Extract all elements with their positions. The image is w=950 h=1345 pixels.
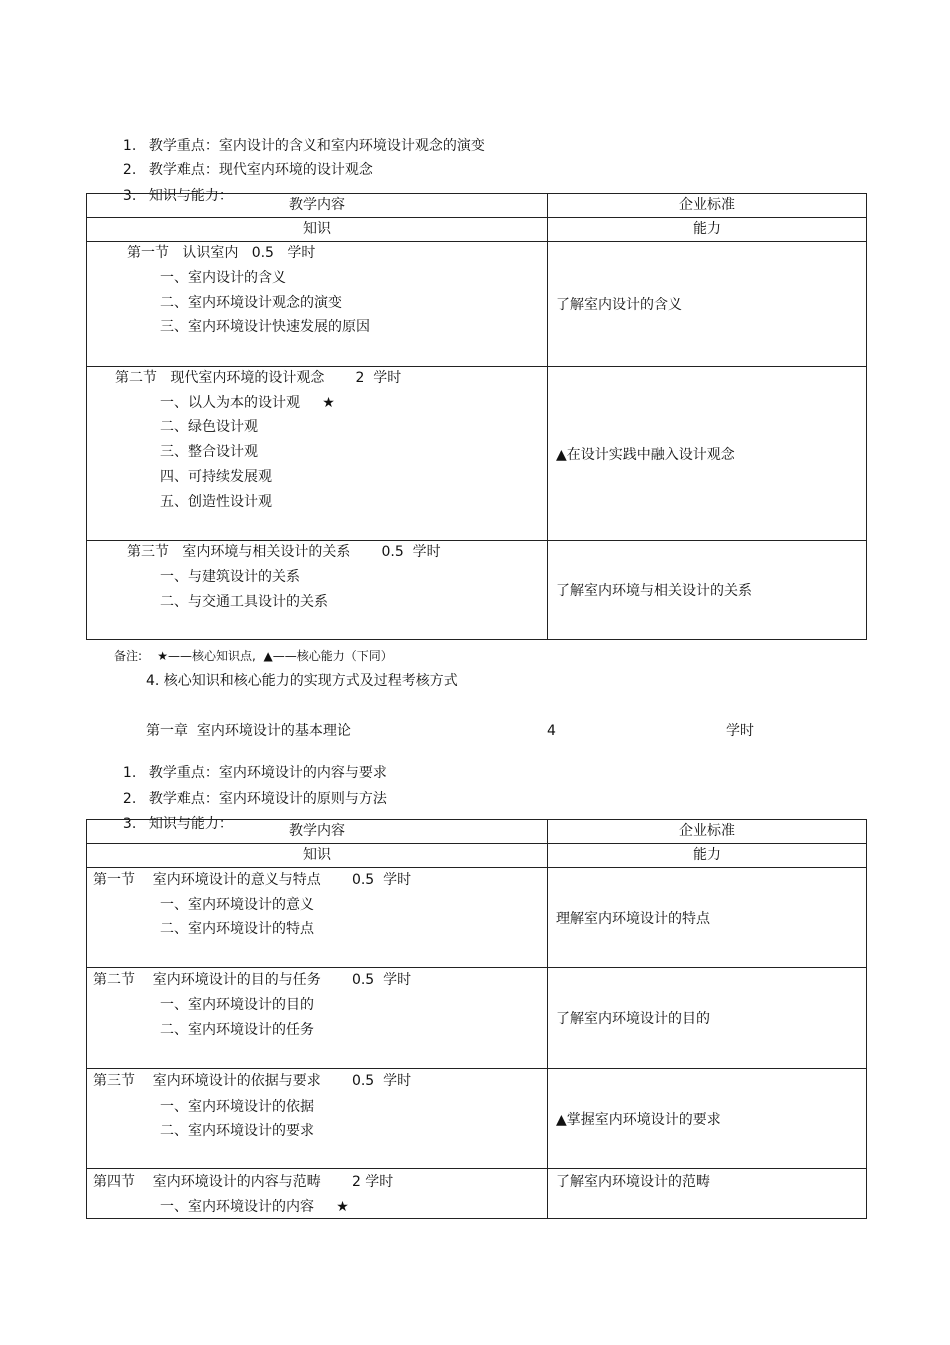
ability-cell bbox=[548, 1169, 867, 1219]
section-title: 第一节 室内环境设计的意义与特点 0.5 学时 bbox=[93, 872, 412, 888]
table-row bbox=[87, 868, 867, 968]
subheader-ability: 能力 bbox=[548, 218, 867, 242]
knowledge-cell bbox=[87, 868, 548, 968]
ability-cell: 了解室内环境设计的目的 bbox=[548, 968, 867, 1069]
list-item: 二、室内环境设计的特点 bbox=[160, 921, 314, 937]
section-title: 第四节 室内环境设计的内容与范畴 2 学时 bbox=[93, 1174, 394, 1190]
table-row bbox=[87, 968, 867, 1069]
knowledge-cell bbox=[87, 1169, 548, 1219]
point-text: 知识与能力： bbox=[148, 188, 233, 204]
ability-cell: 了解室内环境与相关设计的关系 bbox=[548, 541, 867, 640]
list-item: 五、创造性设计观 bbox=[160, 494, 272, 510]
knowledge-ability-table-2 bbox=[86, 819, 867, 1219]
table-header-row bbox=[87, 820, 867, 844]
knowledge-ability-table-1 bbox=[86, 193, 867, 640]
table-header-row bbox=[87, 194, 867, 218]
list-item: 二、与交通工具设计的关系 bbox=[160, 594, 328, 610]
item-4-heading: 4. 核心知识和核心能力的实现方式及过程考核方式 bbox=[146, 673, 458, 689]
point-number: 3. bbox=[122, 816, 137, 832]
table-row bbox=[87, 367, 867, 541]
table-row bbox=[87, 541, 867, 640]
knowledge-cell bbox=[87, 968, 548, 1069]
list-item: 二、室内环境设计的要求 bbox=[160, 1123, 314, 1139]
knowledge-cell bbox=[87, 242, 548, 367]
list-item: 一、与建筑设计的关系 bbox=[160, 569, 300, 585]
point-text: 教学重点：室内设计的含义和室内环境设计观念的演变 bbox=[148, 138, 485, 154]
point-number: 1. bbox=[122, 138, 137, 154]
chapter-title: 第一章 室内环境设计的基本理论 bbox=[146, 723, 351, 739]
list-item: 二、室内环境设计的任务 bbox=[160, 1022, 314, 1038]
knowledge-cell bbox=[87, 541, 548, 640]
point-number: 1. bbox=[122, 765, 137, 781]
list-item: 一、室内环境设计的内容 ★ bbox=[160, 1199, 349, 1215]
header-enterprise-standard: 企业标准 bbox=[548, 194, 867, 218]
header-enterprise-standard: 企业标准 bbox=[548, 820, 867, 844]
list-item: 一、以人为本的设计观 ★ bbox=[160, 395, 335, 411]
table-row bbox=[87, 242, 867, 367]
ability-cell: ▲掌握室内环境设计的要求 bbox=[548, 1069, 867, 1169]
table-row bbox=[87, 1169, 867, 1219]
list-item: 一、室内环境设计的目的 bbox=[160, 997, 314, 1013]
list-item: 二、绿色设计观 bbox=[160, 419, 258, 435]
knowledge-cell bbox=[87, 1069, 548, 1169]
section-title: 第二节 现代室内环境的设计观念 2 学时 bbox=[115, 370, 402, 386]
subheader-knowledge: 知识 bbox=[87, 218, 548, 242]
list-item: 一、室内环境设计的依据 bbox=[160, 1099, 314, 1115]
list-item: 一、室内设计的含义 bbox=[160, 270, 286, 286]
section-title: 第一节 认识室内 0.5 学时 bbox=[127, 245, 316, 261]
chapter-hours-unit: 学时 bbox=[726, 723, 754, 739]
point-number: 2. bbox=[122, 162, 137, 178]
header-teaching-content: 教学内容 bbox=[87, 820, 548, 844]
ability-cell: ▲在设计实践中融入设计观念 bbox=[548, 367, 867, 541]
point-text: 教学难点：现代室内环境的设计观念 bbox=[148, 162, 373, 178]
table-row bbox=[87, 1069, 867, 1169]
list-item: 三、室内环境设计快速发展的原因 bbox=[160, 319, 370, 335]
header-teaching-content: 教学内容 bbox=[87, 194, 548, 218]
list-item: 四、可持续发展观 bbox=[160, 469, 272, 485]
list-item: 二、室内环境设计观念的演变 bbox=[160, 295, 342, 311]
section-title: 第三节 室内环境与相关设计的关系 0.5 学时 bbox=[127, 544, 441, 560]
point-text: 知识与能力： bbox=[148, 816, 233, 832]
section-title: 第三节 室内环境设计的依据与要求 0.5 学时 bbox=[93, 1073, 412, 1089]
knowledge-cell bbox=[87, 367, 548, 541]
table-footnote: 备注: ★——核心知识点, ▲——核心能力（下同） bbox=[114, 649, 393, 663]
subheader-knowledge: 知识 bbox=[87, 844, 548, 868]
point-text: 教学重点：室内环境设计的内容与要求 bbox=[148, 765, 387, 781]
point-number: 3. bbox=[122, 188, 137, 204]
list-item: 一、室内环境设计的意义 bbox=[160, 897, 314, 913]
list-item: 三、整合设计观 bbox=[160, 444, 258, 460]
ability-text: 了解室内环境设计的范畴 bbox=[556, 1174, 710, 1190]
point-number: 2. bbox=[122, 791, 137, 807]
chapter-hours: 4 bbox=[547, 723, 556, 739]
ability-cell: 理解室内环境设计的特点 bbox=[548, 868, 867, 968]
point-text: 教学难点：室内环境设计的原则与方法 bbox=[148, 791, 387, 807]
section-title: 第二节 室内环境设计的目的与任务 0.5 学时 bbox=[93, 972, 412, 988]
table-subheader-row bbox=[87, 218, 867, 242]
table-subheader-row bbox=[87, 844, 867, 868]
ability-cell: 了解室内设计的含义 bbox=[548, 242, 867, 367]
subheader-ability: 能力 bbox=[548, 844, 867, 868]
